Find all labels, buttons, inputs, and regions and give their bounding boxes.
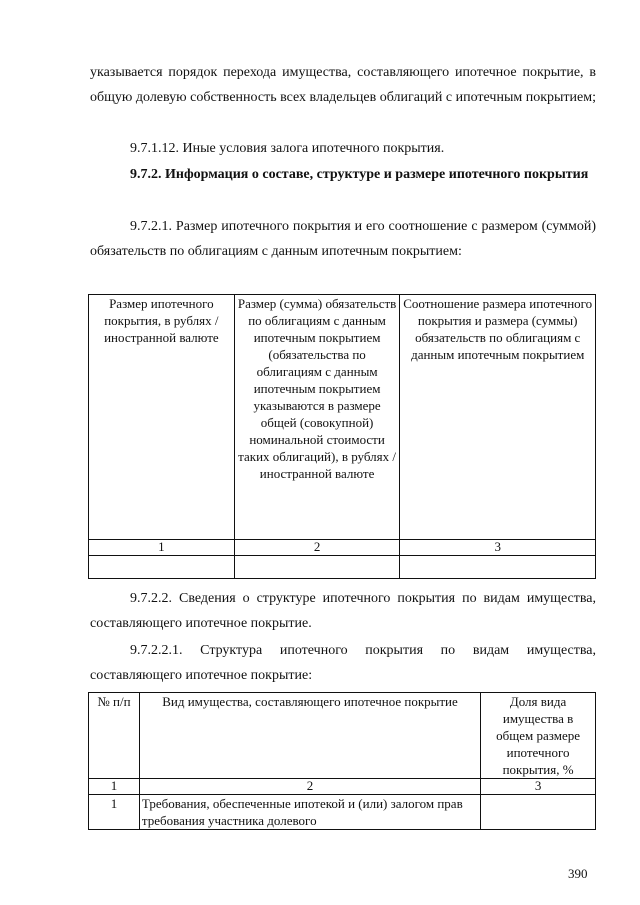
table-number-row (89, 779, 596, 795)
header-obligations-size: Размер (сумма) обязательств по облигациям с данным ипотечным покрытием (обязательства по облигациям с данным ипотечным покрытием указываются в размере общей (совокупной) номинальной стоимости таких облигаций), в рублях / иностранной валюте (234, 295, 400, 540)
paragraph-9-7-2-2: 9.7.2.2. Сведения о структуре ипотечного покрытия по видам имущества, составляющего ипотечное покрытие. (90, 591, 596, 631)
paragraph-continuation: указывается порядок перехода имущества, составляющего ипотечное покрытие, в общую долевую собственность всех владельцев облигаций с ипотечным покрытием; (90, 65, 596, 105)
column-number: 3 (400, 540, 596, 556)
page-number: 390 (568, 866, 588, 881)
column-number: 2 (234, 540, 400, 556)
column-number: 2 (139, 779, 480, 795)
paragraph-9-7-2-1: 9.7.2.1. Размер ипотечного покрытия и его соотношение с размером (суммой) обязательств по облигациям с данным ипотечным покрытием: (90, 219, 596, 259)
table-row (89, 556, 596, 579)
header-ratio: Соотношение размера ипотечного покрытия и размера (суммы) обязательств по облигациям с данным ипотечным покрытием (400, 295, 596, 540)
share-cell (481, 795, 596, 830)
table-header-row (89, 295, 596, 540)
header-property-type: Вид имущества, составляющего ипотечное покрытие (139, 693, 480, 779)
header-coverage-size: Размер ипотечного покрытия, в рублях / иностранной валюте (89, 295, 235, 540)
header-share: Доля вида имущества в общем размере ипотечного покрытия, % (481, 693, 596, 779)
table-header-row (89, 693, 596, 779)
heading-9-7-2: 9.7.2. Информация о составе, структуре и размере ипотечного покрытия (130, 167, 589, 182)
table-row (89, 795, 596, 830)
column-number: 1 (89, 540, 235, 556)
paragraph-9-7-2-2-1: 9.7.2.2.1. Структура ипотечного покрытия по видам имущества, составляющего ипотечное покрытие: (90, 643, 596, 683)
table-cell (89, 556, 235, 579)
coverage-structure-table (88, 692, 596, 830)
property-type-cell: Требования, обеспеченные ипотекой и (или) залогом прав требования участника долевого (139, 795, 480, 830)
table-cell (234, 556, 400, 579)
table-cell (400, 556, 596, 579)
coverage-size-table (88, 294, 596, 579)
column-number: 3 (481, 779, 596, 795)
paragraph-9-7-1-12: 9.7.1.12. Иные условия залога ипотечного покрытия. (130, 141, 445, 156)
column-number: 1 (89, 779, 140, 795)
table-number-row (89, 540, 596, 556)
header-row-number: № п/п (89, 693, 140, 779)
row-number-cell: 1 (89, 795, 140, 830)
